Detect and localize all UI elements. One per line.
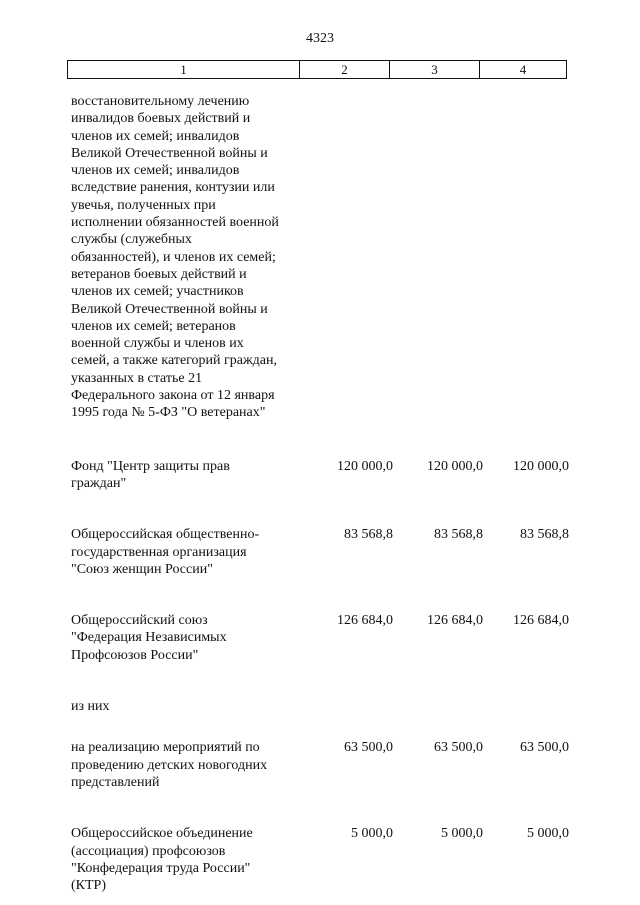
column-header-row [67,60,567,79]
column-header-3: 3 [390,61,480,78]
row-name: Фонд "Центр защиты прав граждан" [71,458,230,491]
row-name: Общероссийское объединение (ассоциация) профсоюзов "Конфедерация труда России" (КТР) [71,826,253,894]
row-value-3: 63 500,0 [434,740,483,756]
row-name: на реализацию мероприятий по проведению детских новогодних представлений [71,740,268,790]
table-row [71,612,571,664]
row-name: восстановительному лечению инвалидов боевых действий и членов их семей; инвалидов Великой Отечественной войны и членов их семей; инвалидов вследствие ранения, контузии или увечья, полученных при исполнении обязанностей военной службы (служебных обязанностей), и членов их семей; ветеранов боевых действий и членов их семей; участников Великой Отечественной войны и членов их семей; ветеранов военной службы и членов их семей, а также категорий граждан, указанных в статье 21 Федерального закона от 12 января 1995 года № 5-ФЗ "О ветеранах" [71,94,279,421]
row-value-4: 5 000,0 [527,826,569,842]
row-value-2: 120 000,0 [337,458,393,474]
page-number: 4323 [306,31,334,46]
budget-table-body [71,93,571,894]
table-row [71,93,571,422]
column-header-1: 1 [68,61,300,78]
row-value-3: 126 684,0 [427,613,483,629]
row-value-3: 5 000,0 [441,826,483,842]
row-value-2: 126 684,0 [337,613,393,629]
table-row [71,698,571,715]
row-name: Общероссийский союз "Федерация Независимых Профсоюзов России" [71,613,227,663]
row-value-3: 83 568,8 [434,527,483,543]
row-value-2: 63 500,0 [344,740,393,756]
row-name: Общероссийская общественно- государственная организация "Союз женщин России" [71,527,260,577]
table-row [71,825,571,894]
column-header-4: 4 [519,61,527,77]
table-row [71,739,571,791]
row-value-4: 63 500,0 [520,740,569,756]
row-value-3: 120 000,0 [427,458,483,474]
row-name: из них [71,699,110,715]
row-value-4: 120 000,0 [513,458,569,474]
row-value-2: 5 000,0 [351,826,393,842]
row-value-2: 83 568,8 [344,527,393,543]
table-row [71,526,571,578]
table-row [71,458,571,493]
row-value-4: 126 684,0 [513,613,569,629]
row-value-4: 83 568,8 [520,527,569,543]
column-header-2: 2 [300,61,390,78]
